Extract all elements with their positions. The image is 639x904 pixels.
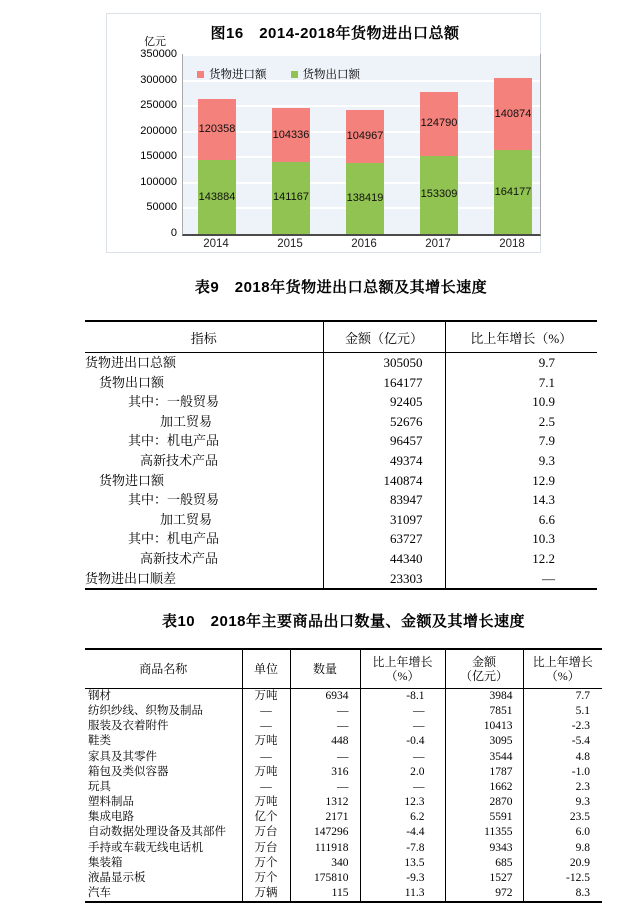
y-tick-label: 50000	[146, 201, 177, 214]
bar-value-label: 124790	[420, 117, 458, 130]
indicator-cell: 其中：一般贸易	[128, 394, 220, 410]
amount-cell: 83947	[323, 490, 445, 510]
commodity-cell: 自动数据处理设备及其部件	[88, 826, 226, 839]
table10-row	[85, 871, 602, 886]
growth-cell: 7.9	[445, 431, 597, 451]
unit-cell: 万吨	[242, 795, 290, 810]
quantity-cell: —	[290, 750, 360, 765]
commodity-cell: 玩具	[88, 780, 111, 793]
bar-value-label: 104967	[346, 129, 384, 142]
quantity-growth-cell: —	[360, 780, 445, 795]
legend-item-货物出口额	[291, 66, 361, 82]
unit-cell: 万个	[242, 871, 290, 886]
table10-header-cell: 商品名称	[85, 649, 242, 689]
table9-header-amount: 金额（亿元）	[323, 321, 445, 353]
table10-row	[85, 810, 602, 825]
table10-row	[85, 856, 602, 871]
amount-growth-cell: 8.3	[523, 886, 602, 902]
amount-cell: 972	[445, 886, 523, 902]
indicator-cell: 其中：一般贸易	[128, 492, 220, 508]
growth-cell: 9.3	[445, 451, 597, 471]
amount-cell: 52676	[323, 412, 445, 432]
table10-header-cell: 比上年增长 （%）	[523, 649, 602, 689]
quantity-growth-cell: 2.0	[360, 765, 445, 780]
commodity-cell: 钢材	[88, 690, 111, 702]
amount-cell: 1527	[445, 871, 523, 886]
quantity-cell: 448	[290, 734, 360, 749]
y-tick-label: 250000	[140, 99, 177, 112]
x-axis-label: 2014	[203, 238, 229, 250]
growth-cell: —	[445, 569, 597, 590]
table9-row	[85, 451, 597, 471]
bar-value-label: 143884	[198, 190, 236, 203]
table9-row	[85, 412, 597, 432]
legend-item-货物进口额	[197, 66, 267, 82]
table9	[85, 320, 597, 590]
unit-cell: —	[242, 780, 290, 795]
unit-cell: 万辆	[242, 886, 290, 902]
legend-label: 货物出口额	[302, 69, 360, 81]
chart-legend	[197, 66, 360, 82]
amount-growth-cell: 2.3	[523, 780, 602, 795]
legend-swatch-icon	[197, 71, 204, 78]
bar-value-label: 104336	[272, 128, 310, 141]
unit-cell: 万吨	[242, 734, 290, 749]
table9-row	[85, 373, 597, 393]
unit-cell: 万吨	[242, 765, 290, 780]
amount-growth-cell: -12.5	[523, 871, 602, 886]
commodity-cell: 箱包及类似容器	[88, 765, 169, 778]
amount-cell: 1662	[445, 780, 523, 795]
table9-row	[85, 529, 597, 549]
amount-growth-cell: -2.3	[523, 719, 602, 734]
amount-growth-cell: 6.0	[523, 825, 602, 840]
amount-cell: 49374	[323, 451, 445, 471]
unit-cell: 万台	[242, 841, 290, 856]
growth-cell: 7.1	[445, 373, 597, 393]
table9-header-growth: 比上年增长（%）	[445, 321, 597, 353]
amount-cell: 140874	[323, 471, 445, 491]
table9-title: 表9 2018年货物进出口总额及其增长速度	[194, 279, 488, 296]
table10-row	[85, 704, 602, 719]
amount-cell: 92405	[323, 392, 445, 412]
amount-cell: 9343	[445, 841, 523, 856]
quantity-cell: 115	[290, 886, 360, 902]
quantity-cell: 1312	[290, 795, 360, 810]
growth-cell: 14.3	[445, 490, 597, 510]
quantity-growth-cell: -9.3	[360, 871, 445, 886]
quantity-cell: 111918	[290, 841, 360, 856]
amount-growth-cell: 23.5	[523, 810, 602, 825]
indicator-cell: 货物出口额	[99, 374, 165, 390]
quantity-cell: 316	[290, 765, 360, 780]
table9-row	[85, 490, 597, 510]
quantity-growth-cell: —	[360, 719, 445, 734]
amount-cell: 7851	[445, 704, 523, 719]
amount-cell: 23303	[323, 569, 445, 590]
amount-growth-cell: 5.1	[523, 704, 602, 719]
amount-cell: 685	[445, 856, 523, 871]
plot-area	[182, 54, 541, 236]
table10-row	[85, 886, 602, 902]
x-axis-label: 2015	[277, 238, 303, 250]
y-axis-unit-label: 亿元	[144, 36, 166, 48]
amount-cell: 44340	[323, 549, 445, 569]
table10-row	[85, 750, 602, 765]
quantity-cell: —	[290, 780, 360, 795]
table9-row	[85, 549, 597, 569]
indicator-cell: 加工贸易	[160, 413, 213, 429]
gridline	[183, 54, 540, 56]
table10-header-cell: 比上年增长 （%）	[360, 649, 445, 689]
quantity-growth-cell: —	[360, 704, 445, 719]
table10-row	[85, 734, 602, 749]
figure16-chart	[0, 0, 639, 262]
growth-cell: 10.9	[445, 392, 597, 412]
bar-value-label: 164177	[494, 185, 532, 198]
indicator-cell: 其中：机电产品	[128, 531, 220, 547]
amount-growth-cell: 9.8	[523, 841, 602, 856]
x-axis-label: 2017	[425, 238, 451, 250]
commodity-cell: 纺织纱线、织物及制品	[88, 705, 203, 718]
table10-header-cell: 金额 （亿元）	[445, 649, 523, 689]
commodity-cell: 手持或车载无线电话机	[88, 841, 203, 854]
amount-growth-cell: 4.8	[523, 750, 602, 765]
table10-title: 表10 2018年主要商品出口数量、金额及其增长速度	[161, 613, 526, 630]
indicator-cell: 加工贸易	[160, 511, 213, 527]
commodity-cell: 家具及其零件	[88, 750, 157, 763]
quantity-cell: —	[290, 704, 360, 719]
quantity-growth-cell: 6.2	[360, 810, 445, 825]
indicator-cell: 货物进口额	[99, 472, 165, 488]
x-axis-label: 2016	[351, 238, 377, 250]
table10-row	[85, 719, 602, 734]
amount-cell: 5591	[445, 810, 523, 825]
quantity-cell: 175810	[290, 871, 360, 886]
quantity-growth-cell: -0.4	[360, 734, 445, 749]
amount-cell: 3544	[445, 750, 523, 765]
unit-cell: 亿个	[242, 810, 290, 825]
y-tick-label: 100000	[140, 175, 177, 188]
amount-cell: 164177	[323, 373, 445, 393]
indicator-cell: 其中：机电产品	[128, 433, 220, 449]
table10	[85, 648, 602, 903]
y-tick-label: 350000	[140, 48, 177, 60]
amount-cell: 11355	[445, 825, 523, 840]
commodity-cell: 汽车	[88, 887, 111, 900]
unit-cell: 万台	[242, 825, 290, 840]
amount-cell: 1787	[445, 765, 523, 780]
indicator-cell: 货物进出口总额	[85, 355, 177, 370]
amount-growth-cell: 9.3	[523, 795, 602, 810]
bar-value-label: 138419	[346, 192, 384, 205]
unit-cell: —	[242, 719, 290, 734]
amount-cell: 3095	[445, 734, 523, 749]
amount-growth-cell: 20.9	[523, 856, 602, 871]
commodity-cell: 鞋类	[88, 735, 111, 748]
table9-header-indicator: 指标	[85, 321, 323, 353]
table10-row	[85, 689, 602, 705]
unit-cell: 万个	[242, 856, 290, 871]
amount-cell: 10413	[445, 719, 523, 734]
amount-cell: 3984	[445, 689, 523, 705]
commodity-cell: 液晶显示板	[88, 871, 146, 884]
quantity-growth-cell: -7.8	[360, 841, 445, 856]
growth-cell: 9.7	[445, 353, 597, 373]
quantity-cell: 340	[290, 856, 360, 871]
quantity-growth-cell: -8.1	[360, 689, 445, 705]
bar-value-label: 153309	[420, 188, 458, 201]
y-tick-label: 150000	[140, 150, 177, 163]
x-axis-label: 2018	[499, 238, 525, 250]
quantity-growth-cell: 12.3	[360, 795, 445, 810]
amount-growth-cell: -1.0	[523, 765, 602, 780]
bar-value-label: 140874	[494, 107, 532, 120]
y-tick-label: 300000	[140, 73, 177, 86]
table9-row	[85, 392, 597, 412]
table9-row	[85, 510, 597, 530]
table10-header-cell: 数量	[290, 649, 360, 689]
unit-cell: —	[242, 704, 290, 719]
table10-header-row	[85, 649, 602, 689]
y-tick-label: 0	[170, 227, 177, 239]
quantity-cell: 2171	[290, 810, 360, 825]
amount-cell: 96457	[323, 431, 445, 451]
table9-row	[85, 353, 597, 373]
growth-cell: 2.5	[445, 412, 597, 432]
growth-cell: 10.3	[445, 529, 597, 549]
amount-cell: 31097	[323, 510, 445, 530]
commodity-cell: 塑料制品	[88, 796, 134, 809]
legend-swatch-icon	[291, 71, 298, 78]
table10-row	[85, 765, 602, 780]
table10-row	[85, 780, 602, 795]
quantity-growth-cell: 13.5	[360, 856, 445, 871]
table10-row	[85, 841, 602, 856]
table10-row	[85, 825, 602, 840]
indicator-cell: 货物进出口顺差	[85, 570, 177, 586]
commodity-cell: 服装及衣着附件	[88, 720, 169, 733]
growth-cell: 12.9	[445, 471, 597, 491]
growth-cell: 12.2	[445, 549, 597, 569]
commodity-cell: 集装箱	[88, 856, 123, 869]
indicator-cell: 高新技术产品	[140, 550, 219, 566]
unit-cell: —	[242, 750, 290, 765]
bar-value-label: 120358	[198, 123, 236, 136]
commodity-cell: 集成电路	[88, 811, 134, 824]
table10-header-cell: 单位	[242, 649, 290, 689]
amount-cell: 305050	[323, 353, 445, 373]
y-tick-label: 200000	[140, 124, 177, 137]
amount-cell: 63727	[323, 529, 445, 549]
quantity-growth-cell: -4.4	[360, 825, 445, 840]
table9-header-row	[85, 321, 597, 353]
chart-title: 图16 2014-2018年货物进出口总额	[210, 25, 460, 42]
table9-row	[85, 569, 597, 590]
bar-value-label: 141167	[273, 191, 309, 204]
indicator-cell: 高新技术产品	[140, 452, 219, 468]
growth-cell: 6.6	[445, 510, 597, 530]
table9-row	[85, 471, 597, 491]
quantity-growth-cell: —	[360, 750, 445, 765]
quantity-cell: 147296	[290, 825, 360, 840]
unit-cell: 万吨	[242, 689, 290, 705]
y-axis-tick-labels	[118, 48, 177, 239]
amount-growth-cell: 7.7	[523, 689, 602, 705]
amount-growth-cell: -5.4	[523, 734, 602, 749]
table9-row	[85, 431, 597, 451]
legend-label: 货物进口额	[209, 69, 267, 81]
quantity-growth-cell: 11.3	[360, 886, 445, 902]
amount-cell: 2870	[445, 795, 523, 810]
table10-row	[85, 795, 602, 810]
quantity-cell: —	[290, 719, 360, 734]
quantity-cell: 6934	[290, 689, 360, 705]
